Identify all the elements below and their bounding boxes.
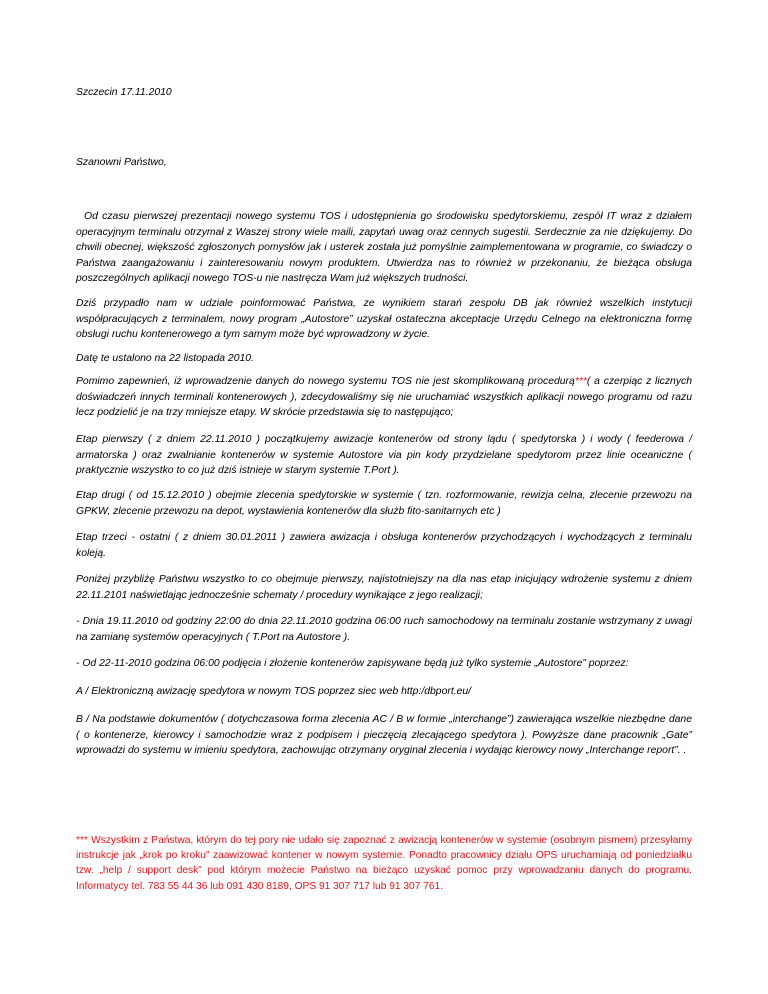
paragraph-stage-three: Etap trzeci - ostatni ( z dniem 30.01.2011 ) zawiera awizacja i obsługa kontenerów przychodzących i wychodzących z terminalu koleją.	[76, 532, 692, 559]
salutation: Szanowni Państwo,	[76, 157, 167, 168]
stages-intro-text-cont: ( a czerpiąc z licznych doświadczeń innych terminali kontenerowych ), zdecydowaliśmy się nie uruchamiać wszystkich aplikacji nowego programu od razu lecz podzielić je na trzy mniejsze etapy. W skrócie przedstawia się to następująco;	[76, 376, 692, 419]
paragraph-from-date: - Od 22-11-2010 godzina 06:00 podjęcia i złożenie kontenerów zapisywane będą już tylko systemie „Autostore” poprzez:	[76, 658, 629, 669]
stages-intro-text: Pomimo zapewnień, iż wprowadzenie danych do nowego systemu TOS nie jest skomplikowaną procedurą	[76, 376, 575, 387]
footnote: *** Wszystkim z Państwa, którym do tej pory nie udało się zapoznać z awizacją kontenerów w systemie (osobnym pismem) przesyłamy instrukcje jak „krok po kroku” zaawizować kontener w nowym systemie. Ponadto pracownicy działu OPS uruchamiają od poniedziałku tzw. „help / support desk” pod którym możecie Państwo na bieżąco uzyskać pomoc przy wprowadzaniu danych do programu. Informatycy tel. 783 55 44 36 lub 091 430 8189, OPS 91 307 717 lub 91 307 761.	[76, 835, 692, 892]
paragraph-autostore-approval: Dziś przypadło nam w udziale poinformować Państwa, ze wynikiem starań zespołu DB jak również wszelkich instytucji współpracujących z terminalem, nowy program „Autostore” uzyskał ostateczna akceptacje Urzędu Celnego na elektroniczna formę obsługi ruchu kontenerowego a tym samym może być wprowadzony w życie.	[76, 298, 692, 341]
footnote-marker: ***	[574, 376, 587, 387]
paragraph-stages-intro	[76, 374, 692, 421]
paragraph-option-b: B / Na podstawie dokumentów ( dotychczasowa forma zlecenia AC / B w formie „interchange”) zawierająca wszelkie niezbędne dane ( o kontenerze, kierowcy i samochodzie wraz z podpisem i pieczęcią zlecającego spedytora ). Powyższe dane pracownik „Gate” wprowadzi do systemu w imieniu spedytora, zachowując otrzymany oryginał zlecenia i wydając kierowcy nowy „Interchange report”. .	[76, 714, 692, 757]
paragraph-option-a: A / Elektroniczną awizację spedytora w nowym TOS poprzez siec web http:/dbport.eu/	[76, 686, 472, 697]
paragraph-launch-date: Datę te ustalono na 22 listopada 2010.	[76, 353, 254, 364]
paragraph-stage-two: Etap drugi ( od 15.12.2010 ) obejmie zlecenia spedytorskie w systemie ( tzn. rozformowanie, rewizja celna, zlecenie przewozu na GPKW, zlecenie przewozu na depot, wystawienia kontenerów dla służb fito-sanitarnych etc )	[76, 490, 692, 517]
place-date: Szczecin 17.11.2010	[76, 87, 172, 98]
paragraph-stage-one: Etap pierwszy ( z dniem 22.11.2010 ) początkujemy awizacje kontenerów od strony lądu ( spedytorska ) i wody ( feederowa / armatorska ) oraz zwalnianie kontenerów w systemie Autostore via pin kody przydzielane spedytorom przez linie oceaniczne ( praktycznie wszystko to co już dziś istnieje w starym systemie T.Port ).	[76, 434, 692, 477]
paragraph-details-intro: Poniżej przybliżę Państwu wszystko to co obejmuje pierwszy, najistotniejszy na dla nas etap inicjujący wdrożenie systemu z dniem 22.11.2101 naświetlając jednocześnie schematy / procedury wynikające z jego realizacji;	[76, 574, 692, 601]
paragraph-traffic-suspension: - Dnia 19.11.2010 od godziny 22:00 do dnia 22.11.2010 godzina 06:00 ruch samochodowy na terminalu zostanie wstrzymany z uwagi na zamianę systemów operacyjnych ( T.Port na Autostore ).	[76, 616, 692, 643]
paragraph-intro: Od czasu pierwszej prezentacji nowego systemu TOS i udostępnienia go środowisku spedytorskiemu, zespół IT wraz z działem operacyjnym terminalu otrzymał z Waszej strony wiele maili, zapytań uwag oraz cennych sugestii. Serdecznie za nie dziękujemy. Do chwili obecnej, większość zgłoszonych pomysłów jak i usterek została już pomyślnie zaimplementowana w programie, co świadczy o Państwa zaangażowaniu i zainteresowaniu nowym produktem. Utwierdza nas to również w przekonaniu, że bieżąca obsługa poszczególnych aplikacji nowego TOS-u nie nastręcza Wam już większych trudności.	[76, 211, 692, 285]
